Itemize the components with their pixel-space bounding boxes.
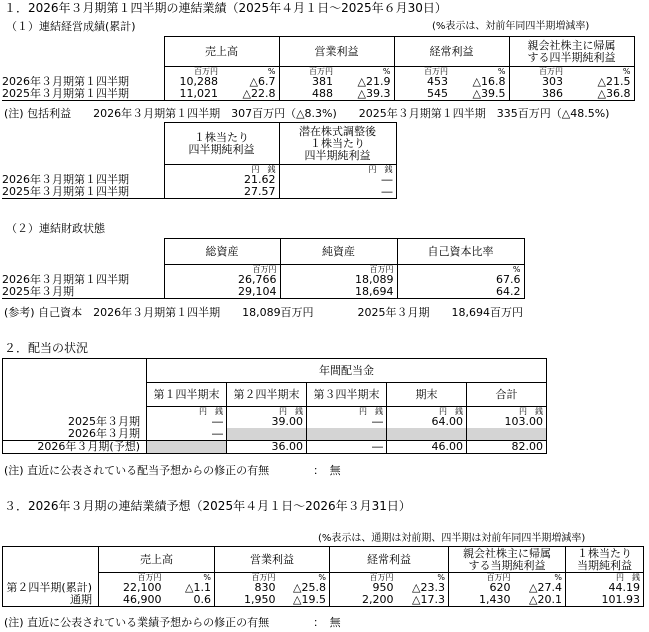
unit-label: 銭 (384, 165, 393, 174)
cell-value: 29,104 (164, 286, 280, 299)
header-ordinary-income: 経常利益 (330, 547, 449, 573)
cell-value: ― (279, 174, 396, 186)
cell-value: △6.7 (221, 76, 279, 88)
cell-value: △1.1 (165, 582, 215, 594)
cell-value: 386 (509, 88, 566, 101)
cell-value (147, 441, 227, 454)
table-row (3, 441, 547, 454)
cell-value: △21.5 (566, 76, 634, 88)
cell-value (307, 428, 387, 441)
cell-value: 103.00 (467, 416, 547, 428)
unit-label: % (397, 265, 524, 275)
table-row (2, 174, 396, 186)
unit-label: 円 (439, 407, 447, 416)
table-row (2, 88, 634, 101)
section2-title: ２．配当の状況 (4, 341, 89, 355)
row-label: 2025年３月期第１四半期 (2, 186, 164, 199)
header-operating-income: 営業利益 (279, 37, 394, 67)
cell-value: △23.3 (397, 582, 449, 594)
unit-label: 百万円 (164, 265, 280, 275)
cell-value: △39.3 (336, 88, 394, 101)
subsection-financial-position: （２）連結財政状態 (6, 222, 105, 235)
cell-value: 22,100 (99, 582, 165, 594)
header-net-income: 親会社株主に帰属 する当期純利益 (449, 547, 566, 573)
unit-label: 円 (199, 407, 207, 416)
comprehensive-income-note: (注) 包括利益 2026年３月期第１四半期 307百万円（△8.3%) 2025年３月期第１四半期 335百万円（△48.5%) (4, 107, 610, 120)
header-eps: １株当たり 当期純利益 (566, 547, 644, 573)
unit-label: 百万円 (394, 67, 451, 77)
unit-label: % (397, 573, 449, 583)
cell-value: 620 (449, 582, 514, 594)
cell-value: △16.8 (451, 76, 509, 88)
cell-value: 18,694 (280, 286, 397, 299)
cell-value: 1,430 (449, 594, 514, 607)
cell-value: 0.6 (165, 594, 215, 607)
pct-note: (%表示は、対前年同四半期増減率) (432, 21, 590, 32)
subsection-operating-results: （１）連結経営成績(累計) (6, 20, 136, 33)
unit-label: 銭 (375, 407, 383, 416)
cell-value: 303 (509, 76, 566, 88)
cell-value: △17.3 (397, 594, 449, 607)
header-net-assets: 純資産 (280, 239, 397, 265)
dividends-table (2, 358, 547, 454)
cell-value: 488 (279, 88, 336, 101)
unit-label: 銭 (267, 165, 276, 174)
unit-label: 百万円 (99, 573, 165, 583)
unit-label: 円 (368, 165, 377, 174)
unit-label: 百万円 (280, 265, 397, 275)
unit-label: 円 (279, 407, 287, 416)
equity-reference-note: (参考) 自己資本 2026年３月期第１四半期 18,089百万円 2025年３月期 18,694百万円 (4, 306, 524, 319)
row-label: 通期 (3, 594, 99, 607)
table-row (2, 186, 396, 199)
table-row (3, 594, 644, 607)
header-q3-end: 第３四半期末 (307, 383, 387, 407)
unit-label: 百万円 (330, 573, 397, 583)
cell-value: 2,200 (330, 594, 397, 607)
cell-value: ― (307, 441, 387, 454)
row-label: 2026年３月期第１四半期 (2, 76, 129, 88)
header-annual-dividend: 年間配当金 (147, 359, 547, 383)
unit-label: % (566, 67, 634, 77)
unit-label: % (165, 573, 215, 583)
header-q2-end: 第２四半期末 (227, 383, 307, 407)
table-row (3, 582, 644, 594)
forecast-pct-note: (%表示は、通期は対前期、四半期は対前年同四半期増減率) (318, 533, 586, 544)
cell-value: 39.00 (227, 416, 307, 428)
unit-label: 円 (616, 573, 624, 582)
cell-value: △21.9 (336, 76, 394, 88)
table-row (2, 286, 524, 299)
unit-label: 円 (519, 407, 528, 416)
cell-value: △27.4 (514, 582, 566, 594)
cell-value: △19.5 (279, 594, 330, 607)
header-sales: 売上高 (99, 547, 215, 573)
cell-value: 545 (394, 88, 451, 101)
unit-label: 銭 (215, 407, 223, 416)
unit-label: 百万円 (449, 573, 514, 583)
cell-value (387, 428, 467, 441)
unit-label: 銭 (295, 407, 303, 416)
unit-label: % (221, 67, 279, 77)
cell-value: 26,766 (164, 274, 280, 286)
cell-value: 381 (279, 76, 336, 88)
cell-value: 830 (215, 582, 279, 594)
unit-label: % (336, 67, 394, 77)
header-equity-ratio: 自己資本比率 (397, 239, 524, 265)
cell-value: 46,900 (99, 594, 165, 607)
dividend-revision-note: (注) 直近に公表されている配当予想からの修正の有無 ： 無 (4, 464, 341, 477)
row-label: 2025年３月期 (2, 286, 164, 299)
header-operating-income: 営業利益 (215, 547, 330, 573)
header-net-income: 親会社株主に帰属 する四半期純利益 (509, 37, 634, 67)
header-diluted-eps: 潜在株式調整後 １株当たり 四半期純利益 (279, 123, 396, 165)
table-row (2, 76, 634, 88)
cell-value: 10,288 (164, 76, 221, 88)
unit-label: 銭 (455, 407, 463, 416)
header-total-assets: 総資産 (164, 239, 280, 265)
header-total: 合計 (467, 383, 547, 407)
unit-label: 百万円 (509, 67, 566, 77)
forecast-table (2, 546, 644, 607)
cell-value: ― (279, 186, 396, 199)
table-row (2, 274, 524, 286)
cell-value: 44.19 (566, 582, 644, 594)
unit-label: % (514, 573, 566, 583)
cell-value: △22.8 (221, 88, 279, 101)
row-label: 2026年３月期(予想) (3, 441, 147, 454)
header-ordinary-income: 経常利益 (394, 37, 509, 67)
header-q1-end: 第１四半期末 (147, 383, 227, 407)
header-eps: １株当たり 四半期純利益 (164, 123, 279, 165)
cell-value: 1,950 (215, 594, 279, 607)
cell-value: 101.93 (566, 594, 644, 607)
row-label: 2026年３月期第１四半期 (2, 274, 129, 286)
unit-label: % (279, 573, 330, 583)
unit-label: 銭 (535, 407, 544, 416)
cell-value: 11,021 (164, 88, 221, 101)
cell-value: 82.00 (467, 441, 547, 454)
financial-position-table (2, 238, 525, 299)
unit-label: 円 (359, 407, 367, 416)
cell-value: ― (147, 428, 227, 441)
eps-table (2, 122, 397, 199)
table-row (3, 416, 547, 428)
cell-value: 950 (330, 582, 397, 594)
row-label: 2026年３月期 (3, 428, 147, 441)
cell-value: 46.00 (387, 441, 467, 454)
unit-label: 銭 (632, 573, 640, 582)
cell-value: 64.2 (397, 286, 524, 299)
cell-value: △36.8 (566, 88, 634, 101)
unit-label: 百万円 (215, 573, 279, 583)
header-sales: 売上高 (164, 37, 279, 67)
row-label: 2025年３月期第１四半期 (2, 88, 164, 101)
cell-value: 36.00 (227, 441, 307, 454)
cell-value: 27.57 (164, 186, 279, 199)
cell-value: ― (147, 416, 227, 428)
unit-label: % (451, 67, 509, 77)
cell-value: ― (307, 416, 387, 428)
cell-value (227, 428, 307, 441)
cell-value: △20.1 (514, 594, 566, 607)
row-label: 第２四半期(累計) (3, 582, 99, 594)
forecast-revision-note: (注) 直近に公表されている業績予想からの修正の有無 ： 無 (4, 616, 341, 629)
table-row (3, 428, 547, 441)
cell-value: △25.8 (279, 582, 330, 594)
section3-title: ３．2026年３月期の連結業績予想（2025年４月１日～2026年３月31日） (4, 499, 411, 513)
cell-value: 18,089 (280, 274, 397, 286)
row-label: 2026年３月期第１四半期 (2, 174, 129, 186)
row-label: 2025年３月期 (3, 416, 147, 428)
cell-value: 64.00 (387, 416, 467, 428)
cell-value: 21.62 (164, 174, 279, 186)
header-year-end: 期末 (387, 383, 467, 407)
unit-label: 百万円 (164, 67, 221, 77)
cell-value (467, 428, 547, 441)
cell-value: 67.6 (397, 274, 524, 286)
section1-title: １．2026年３月期第１四半期の連結業績（2025年４月１日～2025年６月30日） (4, 1, 447, 15)
unit-label: 円 (251, 165, 260, 174)
unit-label: 百万円 (279, 67, 336, 77)
operating-results-table (2, 36, 635, 101)
cell-value: 453 (394, 76, 451, 88)
cell-value: △39.5 (451, 88, 509, 101)
